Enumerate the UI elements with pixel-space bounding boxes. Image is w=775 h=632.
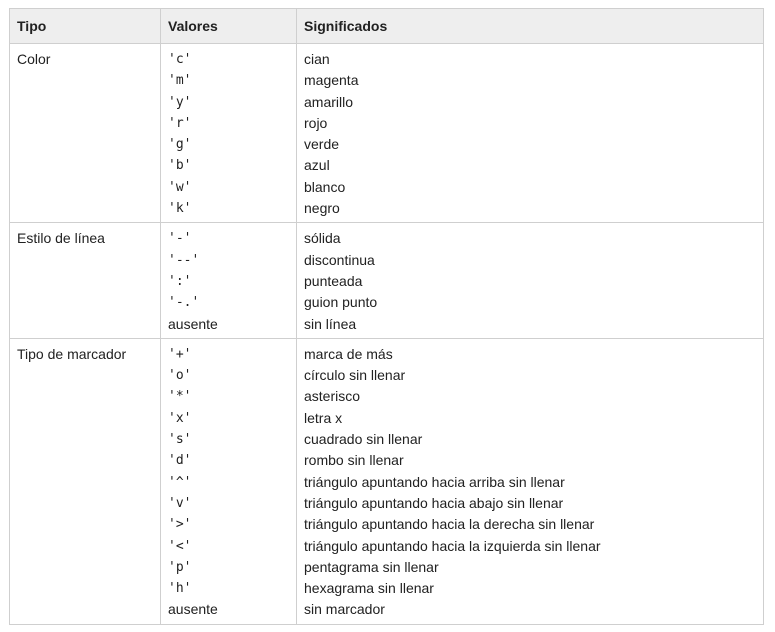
significado-text: cuadrado sin llenar xyxy=(304,431,423,448)
significado-text: círculo sin llenar xyxy=(304,367,406,384)
header-row xyxy=(10,9,764,44)
significado-text: sólida xyxy=(304,230,341,247)
valor-text: 'b' xyxy=(168,158,192,174)
valor-text: 'd' xyxy=(168,453,192,469)
valor-text: 'p' xyxy=(168,559,192,575)
significado-text: blanco xyxy=(304,178,346,195)
significado-text: triángulo apuntando hacia la izquierda sin llenar xyxy=(304,537,601,554)
significado-text: sin marcador xyxy=(304,601,385,618)
valor-text: 'w' xyxy=(168,179,192,195)
tipo-cell xyxy=(10,338,161,624)
tipo-label: Color xyxy=(17,51,51,67)
significado-text: sin línea xyxy=(304,315,357,332)
significado-text: punteada xyxy=(304,272,363,289)
significado-text: azul xyxy=(304,157,330,174)
valor-text: 'm' xyxy=(168,73,192,89)
valor-text: '>' xyxy=(168,517,192,533)
valor-text: ':' xyxy=(168,273,192,289)
significado-text: pentagrama sin llenar xyxy=(304,558,439,575)
tipo-cell xyxy=(10,223,161,338)
significado-text: guion punto xyxy=(304,294,378,311)
valores-cell xyxy=(161,223,297,338)
valor-text: '-' xyxy=(168,231,192,247)
significado-text: rojo xyxy=(304,114,328,131)
significado-text: cian xyxy=(304,51,330,67)
tipo-label: Estilo de línea xyxy=(17,230,105,247)
header-tipo: Tipo xyxy=(10,9,161,44)
significado-text: verde xyxy=(304,136,340,153)
valor-text: '+' xyxy=(168,346,192,362)
valor-text: '*' xyxy=(168,389,192,405)
significado-text: hexagrama sin llenar xyxy=(304,580,434,597)
valor-text: 'g' xyxy=(168,137,192,153)
table-row xyxy=(10,44,764,223)
significados-cell xyxy=(297,44,764,223)
valor-text: 'v' xyxy=(168,495,192,511)
significado-text: magenta xyxy=(304,72,359,89)
valor-text: 'x' xyxy=(168,410,192,426)
valores-cell xyxy=(161,338,297,624)
significado-text: amarillo xyxy=(304,93,354,110)
significado-text: discontinua xyxy=(304,251,375,268)
significados-cell xyxy=(297,338,764,624)
valor-text: ausente xyxy=(168,315,218,332)
table-row xyxy=(10,223,764,338)
line-spec-table xyxy=(9,8,764,625)
significado-text: triángulo apuntando hacia arriba sin llenar xyxy=(304,473,565,490)
valor-text: 's' xyxy=(168,432,192,448)
significado-text: letra x xyxy=(304,409,343,426)
tipo-label: Tipo de marcador xyxy=(17,345,127,362)
valor-text: ausente xyxy=(168,601,218,618)
valor-text: '^' xyxy=(168,474,192,490)
valor-text: 'o' xyxy=(168,368,192,384)
table-row xyxy=(10,338,764,624)
valor-text: 'h' xyxy=(168,581,192,597)
valor-text: '-.' xyxy=(168,295,200,311)
valores-cell xyxy=(161,44,297,223)
valor-text: 'r' xyxy=(168,115,192,131)
significado-text: triángulo apuntando hacia abajo sin llenar xyxy=(304,494,564,511)
header-significados: Significados xyxy=(297,9,764,44)
significado-text: rombo sin llenar xyxy=(304,452,404,469)
valor-text: 'k' xyxy=(168,201,192,217)
significado-text: triángulo apuntando hacia la derecha sin llenar xyxy=(304,516,595,533)
valor-text: '--' xyxy=(168,252,200,268)
valor-text: 'c' xyxy=(168,52,192,67)
significados-cell xyxy=(297,223,764,338)
significado-text: negro xyxy=(304,200,340,217)
valor-text: 'y' xyxy=(168,94,192,110)
significado-text: asterisco xyxy=(304,388,361,405)
tipo-cell xyxy=(10,44,161,223)
table-body xyxy=(10,44,764,625)
significado-text: marca de más xyxy=(304,345,393,362)
valor-text: '<' xyxy=(168,538,192,554)
header-valores: Valores xyxy=(161,9,297,44)
